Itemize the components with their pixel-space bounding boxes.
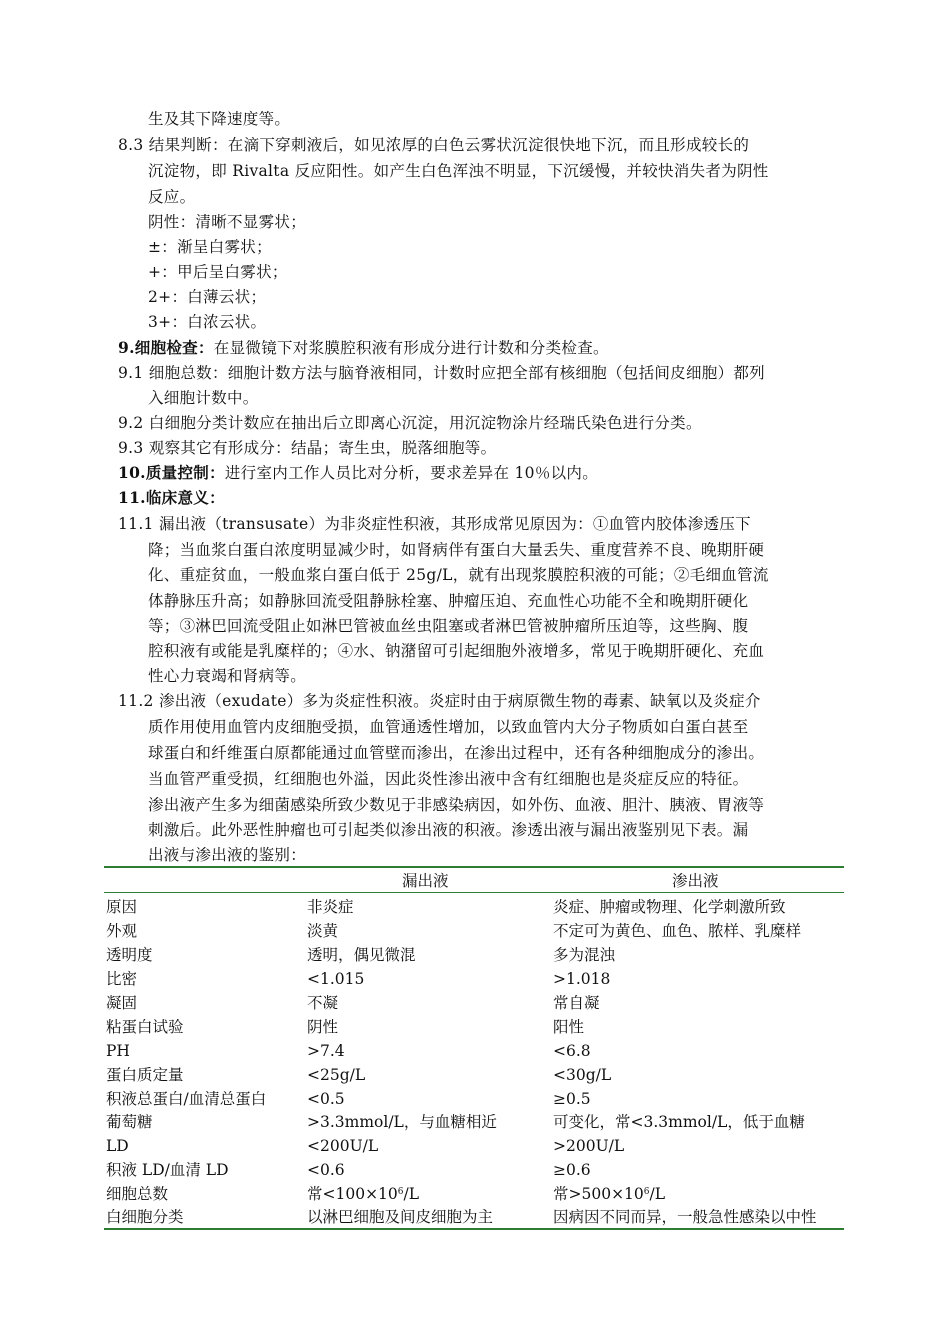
transudate-cell: 阴性 (307, 1018, 339, 1036)
transudate-cell: <1.015 (307, 970, 365, 988)
text-line: 阴性：清晰不显雾状； (148, 213, 307, 231)
row-label: 积液总蛋白/血清总蛋白 (106, 1090, 267, 1108)
row-label: 积液 LD/血清 LD (106, 1161, 229, 1179)
exudate-cell: 多为混浊 (553, 946, 616, 964)
cell-count-value: 常>500×10 (553, 1185, 644, 1203)
exudate-cell: 阳性 (553, 1018, 585, 1036)
exudate-cell: <30g/L (553, 1066, 612, 1084)
text-line: 性心力衰竭和肾病等。 (148, 667, 307, 685)
exudate-cell: <6.8 (553, 1042, 591, 1060)
header-cell: 渗出液 (672, 872, 719, 890)
exponent: 6 (643, 1187, 650, 1197)
text-line: 刺激后。此外恶性肿瘤也可引起类似渗出液的积液。渗透出液与漏出液鉴别见下表。漏 (148, 821, 749, 839)
text-line: 11.2 渗出液（exudate）多为炎症性积液。炎症时由于病原微生物的毒素、缺氧以及炎症介 (118, 692, 761, 710)
text-line: 化、重症贫血，一般血浆白蛋白低于 25g/L，就有出现浆膜腔积液的可能；②毛细血管流 (148, 566, 769, 584)
exudate-cell: >200U/L (553, 1137, 625, 1155)
exudate-cell: 常自凝 (553, 994, 600, 1012)
row-label: 凝固 (106, 994, 138, 1012)
text-line: 当血管严重受损，红细胞也外溢，因此炎性渗出液中含有红细胞也是炎症反应的特征。 (148, 770, 749, 788)
transudate-cell: 不凝 (307, 994, 339, 1012)
row-label: PH (106, 1042, 130, 1060)
transudate-cell: 透明，偶见微混 (307, 946, 416, 964)
exudate-cell: 不定可为黄色、血色、脓样、乳糜样 (553, 922, 802, 940)
row-label: 葡萄糖 (106, 1113, 153, 1131)
transudate-cell: <200U/L (307, 1137, 379, 1155)
exponent: 6 (397, 1187, 404, 1197)
text-line: 沉淀物，即 Rivalta 反应阳性。如产生白色浑浊不明显，下沉缓慢，并较快消失者为阴性 (148, 162, 769, 180)
text-line (118, 336, 609, 360)
text-line: ±：渐呈白雾状； (148, 238, 272, 256)
exudate-cell: 炎症、肿瘤或物理、化学刺激所致 (553, 898, 786, 916)
text-line: 9.1 细胞总数：细胞计数方法与脑脊液相同，计数时应把全部有核细胞（包括间皮细胞）都列 (118, 364, 765, 382)
header-cell: 漏出液 (402, 872, 449, 890)
section-heading: 10.质量控制： (118, 463, 225, 482)
cell-count-value: 常<100×10 (307, 1185, 398, 1203)
text-line: 等；③淋巴回流受阻止如淋巴管被血丝虫阻塞或者淋巴管被肿瘤所压迫等，这些胸、腹 (148, 617, 749, 635)
text-line: 2+：白薄云状； (148, 288, 267, 306)
text-line: 渗出液产生多为细菌感染所致少数见于非感染病因，如外伤、血液、胆汁、胰液、胃液等 (148, 796, 765, 814)
section-heading: 9.细胞检查： (118, 338, 214, 357)
text-line: 体静脉压升高；如静脉回流受阻静脉栓塞、肿瘤压迫、充血性心功能不全和晚期肝硬化 (148, 592, 749, 610)
row-label: 外观 (106, 922, 138, 940)
transudate-cell: 以淋巴细胞及间皮细胞为主 (307, 1208, 494, 1226)
text-line: 出液与渗出液的鉴别： (148, 846, 307, 864)
text-line: 9.3 观察其它有形成分：结晶；寄生虫，脱落细胞等。 (118, 439, 497, 457)
text-line: 腔积液有或能是乳糜样的；④水、钠潴留可引起细胞外液增多，常见于晚期肝硬化、充血 (148, 642, 765, 660)
row-label: 原因 (106, 898, 138, 916)
exudate-cell: 可变化，常<3.3mmol/L，低于血糖 (553, 1113, 805, 1131)
table-top-rule (104, 866, 844, 868)
table-header-rule (104, 892, 844, 893)
transudate-cell: <0.5 (307, 1090, 345, 1108)
row-label: 白细胞分类 (106, 1208, 184, 1226)
text-line: 8.3 结果判断：在滴下穿刺液后，如见浓厚的白色云雾状沉淀很快地下沉，而且形成较长的 (118, 136, 750, 154)
text-line: 入细胞计数中。 (148, 389, 259, 407)
transudate-cell: <0.6 (307, 1161, 345, 1179)
text-line: 质作用使用血管内皮细胞受损，血管通透性增加，以致血管内大分子物质如白蛋白甚至 (148, 718, 749, 736)
section-text: 进行室内工作人员比对分析，要求差异在 10％以内。 (224, 464, 599, 482)
section-text: 在显微镜下对浆膜腔积液有形成分进行计数和分类检查。 (213, 339, 609, 357)
text-line: 反应。 (148, 188, 196, 206)
row-label: 透明度 (106, 946, 153, 964)
transudate-cell (307, 1182, 419, 1206)
row-label: 蛋白质定量 (106, 1066, 184, 1084)
text-line: 3+：白浓云状。 (148, 313, 267, 331)
transudate-cell: 非炎症 (307, 898, 354, 916)
text-line: 降；当血浆白蛋白浓度明显减少时，如肾病伴有蛋白大量丢失、重度营养不良、晚期肝硬 (148, 541, 765, 559)
text-line: 9.2 白细胞分类计数应在抽出后立即离心沉淀，用沉淀物涂片经瑞氏染色进行分类。 (118, 414, 702, 432)
text-line (118, 461, 598, 485)
transudate-cell: >3.3mmol/L，与血糖相近 (307, 1113, 497, 1131)
transudate-cell: 淡黄 (307, 922, 339, 940)
row-label: 比密 (106, 970, 138, 988)
text-line: 球蛋白和纤维蛋白原都能通过血管壁而渗出，在渗出过程中，还有各种细胞成分的渗出。 (148, 744, 765, 762)
text-line: 生及其下降速度等。 (148, 110, 291, 128)
row-label: 粘蛋白试验 (106, 1018, 184, 1036)
exudate-cell (553, 1182, 665, 1206)
text-line: +：甲后呈白雾状； (148, 263, 288, 281)
exudate-cell: 因病因不同而异，一般急性感染以中性 (553, 1208, 817, 1226)
transudate-cell: >7.4 (307, 1042, 345, 1060)
unit: /L (403, 1185, 420, 1203)
exudate-cell: >1.018 (553, 970, 611, 988)
exudate-cell: ≥0.5 (553, 1090, 591, 1108)
exudate-cell: ≥0.6 (553, 1161, 591, 1179)
row-label: 细胞总数 (106, 1185, 169, 1203)
transudate-cell: <25g/L (307, 1066, 366, 1084)
unit: /L (649, 1185, 666, 1203)
section-heading: 11.临床意义： (118, 488, 225, 507)
row-label: LD (106, 1137, 129, 1155)
text-line: 11.1 漏出液（transusate）为非炎症性积液，其形成常见原因为：①血管内胶体渗透压下 (118, 515, 751, 533)
